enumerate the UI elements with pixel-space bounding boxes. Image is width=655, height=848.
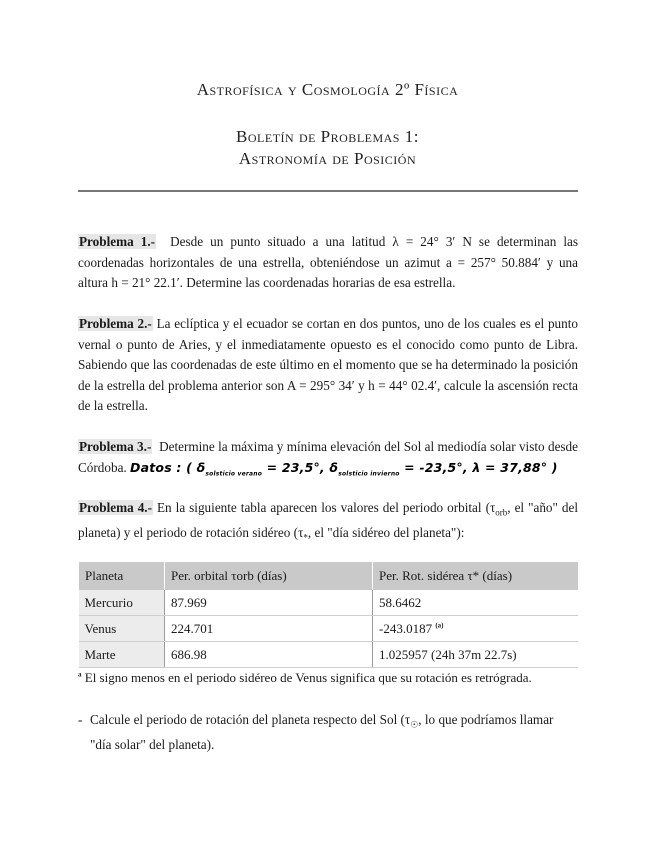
task-text: Calcule el periodo de rotación del planeta respecto del Sol ($\tau_☉$, lo que podríamos llamar "día solar" del planeta). (90, 712, 554, 753)
table-header: Per. Rot. sidérea τ* (días) (373, 562, 579, 590)
bulletin-subtitle: Astronomía de Posición (238, 149, 417, 168)
problem-1-text: Desde un punto situado a una latitud λ = 24° 3′ N se determinan las coordenadas horizontales de una estrella, obteniéndose un azimut a = 257° 50.884′ y una altura h = 21° 22.1′. Determine las coordenadas horarias de esa estrella. (78, 234, 578, 290)
problem-4 (78, 498, 578, 548)
table-footnote (78, 670, 532, 686)
footnote-mark: a (78, 670, 82, 679)
bulletin-title: Boletín de Problemas 1: (236, 127, 419, 146)
table-cell: Mercurio (79, 590, 165, 616)
table-row (79, 642, 579, 668)
problem-2-text: La eclíptica y el ecuador se cortan en dos puntos, uno de los cuales es el punto vernal o punto de Aries, y el inmediatamente opuesto es el conocido como punto de Libra. Sabiendo que las coordenadas de este último en el momento que se ha determinado la posición de la estrella del problema anterior son A = 295° 34′ y h = 44° 02.4′, calcule la ascensión recta de la estrella. (78, 316, 578, 413)
table-cell: Venus (79, 616, 165, 642)
table-cell: -243.0187 $^{(a)}$ (373, 616, 579, 642)
problem-3-label: Problema 3.- (79, 439, 152, 454)
table-cell: 1.025957 (24h 37m 22.7s) (373, 642, 579, 668)
problem-3 (78, 437, 578, 485)
problem-4-label: Problema 4.- (79, 500, 152, 515)
table-cell: 686.98 (165, 642, 373, 668)
problem-4-text: En la siguiente tabla aparecen los valores del periodo orbital ($\tau_{orb}$, el "año" del planeta) y el periodo de rotación sidéreo ($\tau_*$, el "día sidéreo del planeta"): (78, 500, 579, 543)
venus-note-mark: (a) (435, 621, 444, 630)
table-row (79, 590, 579, 616)
bullet-dash: - (78, 712, 83, 727)
course-title: Astrofísica y Cosmología 2º Física (196, 80, 459, 99)
problem-3-text: Determine la máxima y mínima elevación del Sol al mediodía solar visto desde Córdoba. (78, 439, 578, 475)
header-divider (78, 190, 578, 192)
planet-periods-table (78, 562, 578, 668)
table-cell: Marte (79, 642, 165, 668)
problem-2-label: Problema 2.- (79, 316, 152, 331)
table-header: Planeta (79, 562, 165, 590)
table-header: Per. orbital τorb (días) (165, 562, 373, 590)
problem-1 (78, 232, 578, 294)
table-cell: 87.969 (165, 590, 373, 616)
table-row (79, 616, 579, 642)
footnote-text: El signo menos en el periodo sidéreo de Venus significa que su rotación es retrógrada. (84, 670, 532, 685)
problem-1-label: Problema 1.- (79, 234, 156, 249)
table-header-row (79, 562, 579, 590)
problem-3-handwritten-data: Datos : ( $\delta_{solsticio verano} = 23,5^\circ$, $\delta_{solsticio invierno} = -23,5^\circ$, λ = 37,88° ) (130, 459, 558, 477)
task-item (78, 710, 578, 756)
table-cell: 58.6462 (373, 590, 579, 616)
problem-2 (78, 314, 578, 417)
table-cell: 224.701 (165, 616, 373, 642)
